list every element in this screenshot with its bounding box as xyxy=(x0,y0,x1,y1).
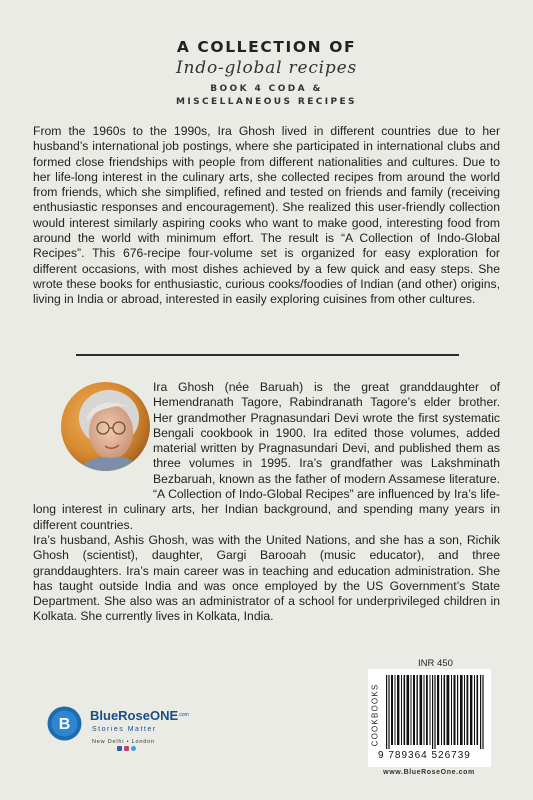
book-volume-line-1: BOOK 4 CODA & xyxy=(210,84,323,94)
book-volume-line-2: MISCELLANEOUS RECIPES xyxy=(176,97,357,107)
publisher-name: BlueRoseONE xyxy=(90,708,179,723)
author-photo xyxy=(61,382,150,471)
publisher-dotcom: .com xyxy=(178,712,189,718)
isbn-digits: 9 789364 526739 xyxy=(378,750,471,761)
publisher-tagline: Stories Matter xyxy=(92,726,157,733)
book-script-subtitle: Indo-global recipes xyxy=(176,58,357,78)
price-label: INR 450 xyxy=(418,658,453,669)
author-bio-paragraph-1: Ira Ghosh (née Baruah) is the great granddaughter of Hemendranath Tagore, Rabindranath Tagore’s elder brother. Her grandmother Pragnasundari Devi wrote the first systematic Bengali cookbook in 1900. Ira edited those volumes, added material written by Pragnasundari Devi, and published them as three volumes in 1995. Ira’s grandfather was Lakshminath Bezbaruah, known as the father of modern Assamese literature. “A Collection of Indo-Global Recipes” are influenced by Ira’s life-long interest in culinary arts, her Indian background, and spending many years in different countries. xyxy=(33,380,500,532)
logo-letter: B xyxy=(58,716,71,733)
bluerose-logo-icon xyxy=(47,706,82,741)
social-icons xyxy=(117,746,137,752)
book-volume-subtitle xyxy=(0,83,533,109)
blurb-paragraph: From the 1960s to the 1990s, Ira Ghosh lived in different countries due to her husband’s international job postings, where she participated in international clubs and formed close friendships with people from different nationalities and cultures. Due to her life-long interest in the culinary arts, she collected recipes from around the world from friends, which she simplified, refined and tested on friends and family (receiving enthusiastic responses and encouragement). She realized this user-friendly collection would interest similarly aspiring cooks who want to make good, interesting food from around the world with minimum effort. The result is “A Collection of Indo-Global Recipes”. This 676-recipe four-volume set is organized for easy exploration for different occasions, with most dishes achieved by a few quick and easy steps. She wrote these books for enthusiastic, curious cooks/foodies of Indian (and other) origins, living in India or abroad, interested in easily exploring cuisines from other cultures. xyxy=(33,124,500,307)
publisher-cities: New Delhi • London xyxy=(92,739,155,745)
twitter-icon xyxy=(131,746,136,751)
publisher-website: www.BlueRoseOne.com xyxy=(383,769,475,776)
author-bio-paragraph-2: Ira’s husband, Ashis Ghosh, was with the United Nations, and she has a son, Richik Ghosh (scientist), daughter, Gargi Barooah (music educator), and three granddaughters. Ira’s main career was in teaching and education administration. She has taught outside India and was once employed by the US Government’s State Department. She also was an administrator of a school for underprivileged children in Kolkata. She currently lives in Kolkata, India. xyxy=(33,532,500,624)
isbn-barcode xyxy=(386,675,486,749)
category-text: COOKBOOKS xyxy=(370,683,380,747)
category-label xyxy=(368,675,382,755)
facebook-icon xyxy=(117,746,122,751)
instagram-icon xyxy=(124,746,129,751)
book-title: A COLLECTION OF xyxy=(176,38,357,56)
section-divider xyxy=(76,354,459,356)
